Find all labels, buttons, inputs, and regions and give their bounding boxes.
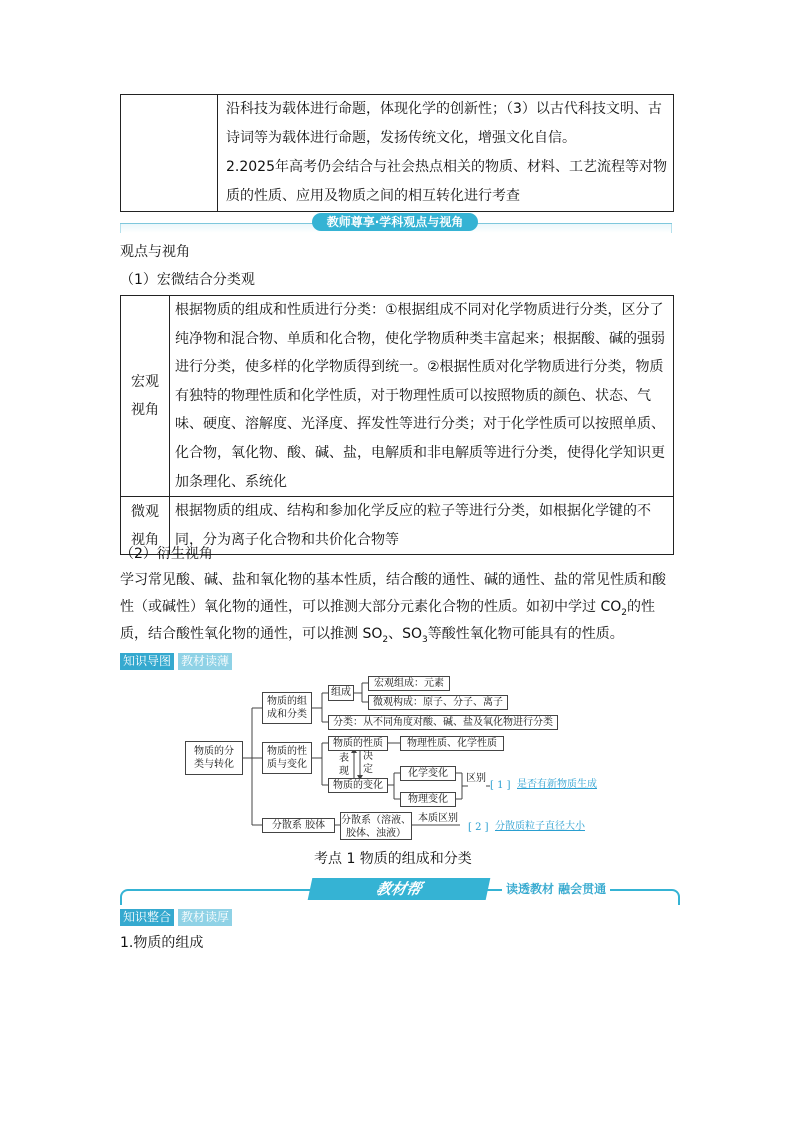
node-fsx-box: 分散系（溶液、 胶体、浊液） — [340, 812, 412, 840]
last-heading: 1.物质的组成 — [120, 935, 204, 951]
caption: 考点 1 物质的组成和分类 — [314, 851, 472, 867]
node-fensanxi: 分散系 胶体 — [262, 818, 335, 833]
macro-body: 根据物质的组成和性质进行分类：①根据组成不同对化学物质进行分类，区分了 纯净物和混合物、单质和化合物，使化学物质种类丰富起来；根据酸、碱的强弱 进行分类，使多样的化学物质得到统一。②根据性质对化学物质进行分类，物质 有独特的物理性质和化学性质，对于物理性质可以按照物质的颜色、状态、气 味、硬度、溶解度、光泽度、挥发性等进行分类；对于化学性质可以按照单质、 化合物，氧化物、酸、碱、盐，电解质和非电解质等进行分类，使得化学知识更 加条理化、系统化 — [170, 296, 674, 497]
node-huaxue: 化学变化 — [400, 766, 456, 781]
micro-label: 微观 视角 — [121, 497, 170, 555]
node-composition: 物质的组 成和分类 — [262, 692, 312, 724]
node-xingzhi: 物质的性质 — [328, 736, 388, 751]
node-wuli-huaxue-xingzhi: 物理性质、化学性质 — [400, 736, 504, 751]
label-qubie: 区别 — [466, 773, 486, 784]
teacher-banner — [120, 211, 672, 233]
tag-knowledge-integration: 知识整合 — [120, 909, 174, 926]
section-title: 观点与视角 — [120, 244, 190, 260]
top-line-1: 沿科技为载体进行命题，体现化学的创新性；（3）以古代科技文明、古 — [226, 101, 662, 117]
knowledge-diagram — [150, 668, 630, 840]
node-fenlei: 分类：从不同角度对酸、碱、盐及氧化物进行分类 — [328, 715, 558, 730]
tag-knowledge-map: 知识导图 — [120, 653, 174, 670]
top-table-content-cell — [218, 95, 674, 212]
tag-textbook-thin: 教材读薄 — [178, 653, 232, 670]
node-property: 物质的性 质与变化 — [262, 742, 312, 774]
macro-micro-table — [120, 295, 674, 555]
node-root: 物质的分 类与转化 — [185, 741, 243, 775]
answer-2: 分散质粒子直径大小 — [495, 821, 585, 832]
label-jueding: 决 定 — [363, 751, 373, 775]
node-zucheng: 组成 — [328, 685, 354, 701]
answer-mark-2: [ 2 ] — [468, 822, 489, 833]
textbook-banner-sub: 读透教材 融会贯通 — [502, 880, 610, 898]
top-line-2: 诗词等为载体进行命题，发扬传统文化，增强文化自信。 — [226, 130, 576, 146]
teacher-banner-title: 教师尊享·学科观点与视角 — [312, 213, 478, 231]
para-line-3: 质，结合酸性氧化物的通性，可以推测 $SO_2$、$SO_3$等酸性氧化物可能具有的性质。 — [120, 626, 624, 645]
node-bianhua: 物质的变化 — [328, 778, 388, 793]
node-weiguan: 微观构成：原子、分子、离子 — [368, 695, 508, 710]
top-table — [120, 94, 674, 212]
subheading-2: （2）衍生视角 — [120, 546, 213, 562]
top-table-label-cell — [121, 95, 218, 212]
node-hongguan: 宏观组成：元素 — [368, 676, 450, 691]
macro-label: 宏观 视角 — [121, 296, 170, 497]
micro-body: 根据物质的组成、结构和参加化学反应的粒子等进行分类，如根据化学键的不 同，分为离子化合物和共价化合物等 — [170, 497, 674, 555]
answer-1: 是否有新物质生成 — [517, 779, 597, 790]
para-line-1: 学习常见酸、碱、盐和氧化物的基本性质，结合酸的通性、碱的通性、盐的常见性质和酸 — [120, 572, 666, 588]
tag-textbook-thick: 教材读厚 — [178, 909, 232, 926]
node-wuli: 物理变化 — [400, 792, 456, 807]
para-line-2: 性（或碱性）氧化物的通性，可以推测大部分元素化合物的性质。如初中学过 $CO_2$的性 — [120, 599, 655, 618]
subheading-1: （1）宏微结合分类观 — [120, 272, 255, 288]
textbook-banner-title: 教材帮 — [308, 878, 491, 900]
textbook-banner — [120, 878, 680, 902]
label-benzhi: 本质区别 — [418, 813, 458, 824]
top-line-4: 质的性质、应用及物质之间的相互转化进行考查 — [226, 188, 520, 204]
top-line-3: 2.2025年高考仍会结合与社会热点相关的物质、材料、工艺流程等对物 — [226, 159, 667, 175]
label-biaoxian: 表 现 — [339, 753, 349, 777]
answer-mark-1: [ 1 ] — [490, 780, 511, 791]
